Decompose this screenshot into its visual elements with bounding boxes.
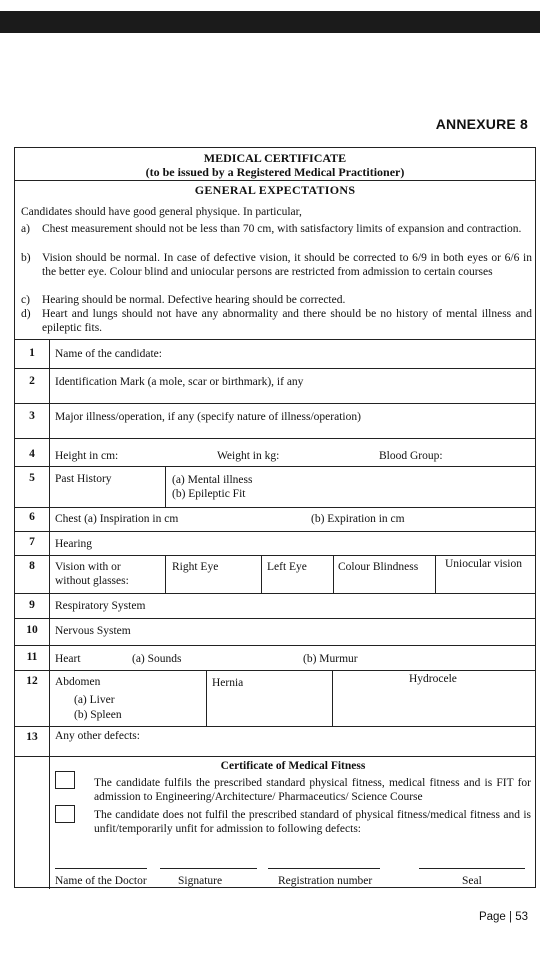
registration-line	[268, 868, 380, 869]
signature-line	[160, 868, 257, 869]
abdomen-label: Abdomen	[55, 676, 101, 688]
candidate-name-label: Name of the candidate:	[55, 348, 162, 360]
annexure-label: ANNEXURE 8	[435, 116, 528, 132]
vision-label-line1: Vision with or	[55, 561, 121, 573]
fit-checkbox[interactable]	[55, 771, 75, 789]
certificate-subtitle: (to be issued by a Registered Medical Practitioner)	[145, 165, 405, 179]
mental-illness-label: (a) Mental illness	[172, 474, 253, 486]
row-number-3: 3	[29, 410, 35, 422]
intro-text: Candidates should have good general physique. In particular,	[21, 206, 302, 218]
row-number-1: 1	[29, 347, 35, 359]
expectation-d-text: Heart and lungs should not have any abnormality and there should be no history of mental illness and epileptic fits.	[42, 308, 532, 334]
row-number-2: 2	[29, 375, 35, 387]
weight-label: Weight in kg:	[217, 450, 280, 462]
row-number-8: 8	[29, 560, 35, 572]
row-number-6: 6	[29, 511, 35, 523]
top-bar	[0, 11, 540, 33]
expectation-a-marker: a)	[21, 223, 30, 235]
respiratory-system-label: Respiratory System	[55, 600, 146, 612]
expectation-b-marker: b)	[21, 252, 31, 264]
expectation-c-text: Hearing should be normal. Defective hearing should be corrected.	[42, 294, 346, 306]
expectation-d-marker: d)	[21, 308, 31, 320]
row-number-9: 9	[29, 599, 35, 611]
expectation-a-text: Chest measurement should not be less than 70 cm, with satisfactory limits of expansion and contraction.	[42, 223, 522, 235]
medical-certificate-form	[14, 147, 536, 888]
past-history-label: Past History	[55, 473, 112, 485]
row-number-4: 4	[29, 448, 35, 460]
registration-number-label: Registration number	[278, 875, 373, 887]
doctor-name-label: Name of the Doctor	[55, 875, 147, 887]
chest-inspiration-label: Chest (a) Inspiration in cm	[55, 513, 179, 525]
row-number-12: 12	[26, 675, 38, 687]
signature-label: Signature	[178, 875, 223, 887]
fitness-heading: Certificate of Medical Fitness	[220, 760, 366, 772]
section-heading: GENERAL EXPECTATIONS	[194, 183, 356, 197]
hernia-label: Hernia	[212, 677, 244, 689]
expectation-b-text: Vision should be normal. In case of defective vision, it should be corrected to 6/9 in both eyes or 6/6 in the better eye. Colour blind and uniocular persons are restricted from admission to certain courses	[42, 252, 532, 278]
epileptic-fit-label: (b) Epileptic Fit	[172, 488, 246, 500]
unfit-checkbox[interactable]	[55, 805, 75, 823]
hearing-label: Hearing	[55, 538, 93, 550]
liver-label: (a) Liver	[74, 694, 115, 706]
fit-statement: The candidate fulfils the prescribed standard physical fitness, medical fitness and is FIT for admission to Engineering/Architecture/ Pharmaceutics/ Science Course	[94, 777, 531, 803]
heart-sounds-label: (a) Sounds	[132, 653, 182, 665]
height-label: Height in cm:	[55, 450, 119, 462]
heart-murmur-label: (b) Murmur	[303, 653, 358, 665]
unfit-statement: The candidate does not fulfil the prescribed standard of physical fitness/medical fitness and is unfit/temporarily unfit for admission to following defects:	[94, 809, 531, 835]
major-illness-label: Major illness/operation, if any (specify nature of illness/operation)	[55, 411, 361, 423]
row-number-10: 10	[26, 624, 38, 636]
vision-label-line2: without glasses:	[55, 575, 129, 587]
certificate-title: MEDICAL CERTIFICATE	[203, 151, 347, 165]
row-number-11: 11	[26, 651, 38, 663]
expectation-c-marker: c)	[21, 294, 30, 306]
hydrocele-label: Hydrocele	[409, 673, 457, 685]
doctor-name-line	[55, 868, 147, 869]
chest-expiration-label: (b) Expiration in cm	[311, 513, 405, 525]
seal-line	[419, 868, 525, 869]
right-eye-label: Right Eye	[172, 561, 219, 573]
row-number-7: 7	[29, 536, 35, 548]
row-number-13: 13	[26, 731, 38, 743]
other-defects-label: Any other defects:	[55, 730, 140, 742]
spleen-label: (b) Spleen	[74, 709, 122, 721]
colour-blindness-label: Colour Blindness	[338, 561, 419, 573]
page-number: Page | 53	[478, 911, 528, 923]
blood-group-label: Blood Group:	[379, 450, 443, 462]
nervous-system-label: Nervous System	[55, 625, 131, 637]
left-eye-label: Left Eye	[267, 561, 307, 573]
identification-mark-label: Identification Mark (a mole, scar or birthmark), if any	[55, 376, 304, 388]
uniocular-vision-label: Uniocular vision	[445, 558, 522, 570]
seal-label: Seal	[462, 875, 482, 887]
row-number-5: 5	[29, 472, 35, 484]
heart-label: Heart	[55, 653, 81, 665]
